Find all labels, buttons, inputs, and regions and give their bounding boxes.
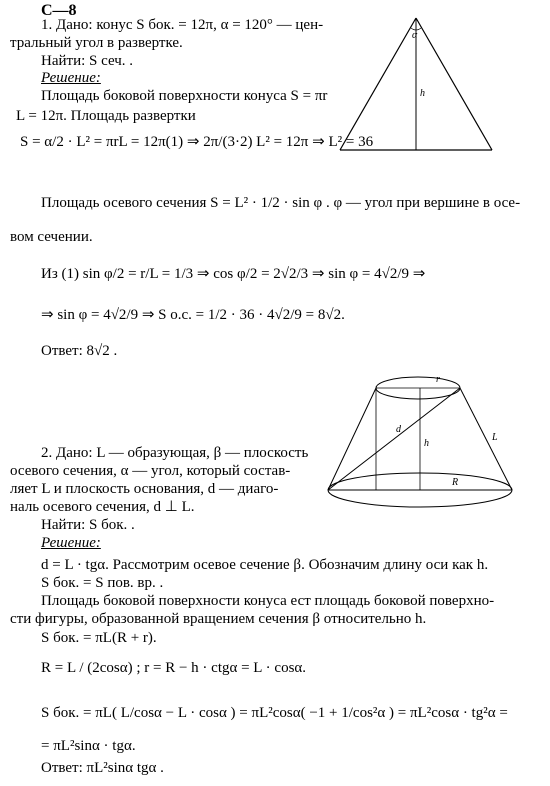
diagonal-d [328, 388, 460, 490]
p2-given1: 2. Дано: L — образующая, β — плоскость [41, 445, 309, 461]
r-label: r [436, 374, 440, 385]
p2-f3: S бок. = πL( L/cosα − L · cosα ) = πL²cosα( −1 + 1/cos²α ) = πL²cosα · tg²α = [41, 705, 508, 721]
p2-solution-label: Решение: [41, 535, 101, 551]
p2-given3: ляет L и плоскость основания, d — диаго- [10, 481, 279, 497]
p1-s2: L = 12π. Площадь развертки [16, 108, 196, 124]
L-label: L [492, 432, 498, 443]
p2-f4: = πL²sinα · tgα. [41, 738, 136, 754]
p1-f2: Из (1) sin φ/2 = r/L = 1/3 ⇒ cos φ/2 = 2√2/3 ⇒ sin φ = 4√2/9 ⇒ [41, 266, 426, 282]
p2-f1: S бок. = πL(R + r). [41, 630, 157, 646]
p1-s3: Площадь осевого сечения S = L² · 1/2 · sin φ . φ — угол при вершине в осе- [41, 195, 521, 211]
section-header: С—8 [41, 2, 77, 19]
h2-label: h [424, 438, 429, 449]
right-generatrix [460, 388, 512, 490]
p2-s4: сти фигуры, образованной вращением сечения β относительно h. [10, 611, 427, 627]
p2-s1: d = L · tgα. Рассмотрим осевое сечение β. Обозначим длину оси как h. [41, 557, 489, 573]
h-label: h [420, 88, 425, 99]
p1-solution-label: Решение: [41, 70, 101, 86]
p1-s4: вом сечении. [10, 229, 93, 245]
p1-answer: Ответ: 8√2 . [41, 343, 118, 359]
truncated-cone-figure [322, 366, 528, 518]
p2-s3: Площадь боковой поверхности конуса ест площадь боковой поверхно- [41, 593, 495, 609]
p2-answer: Ответ: πL²sinα tgα . [41, 760, 164, 776]
p1-f3: ⇒ sin φ = 4√2/9 ⇒ S о.с. = 1/2 · 36 · 4√2/9 = 8√2. [41, 307, 345, 323]
R-label: R [452, 477, 459, 488]
p2-f2: R = L / (2cosα) ; r = R − h · ctgα = L · cosα. [41, 660, 307, 676]
p2-given2: осевого сечения, α — угол, который состав- [10, 463, 291, 479]
p1-f1: S = α/2 · L² = πrL = 12π(1) ⇒ 2π/(3·2) L² = 12π ⇒ L² = 36 [20, 134, 374, 150]
alpha-label: α [412, 30, 418, 41]
p2-s2: S бок. = S пов. вр. . [41, 575, 164, 591]
d-label: d [396, 424, 401, 435]
p1-s1: Площадь боковой поверхности конуса S = πr [41, 88, 328, 104]
p1-given: 1. Дано: конус S бок. = 12π, α = 120° — цен- [41, 17, 324, 33]
p2-find: Найти: S бок. . [41, 517, 135, 533]
p1-given2: тральный угол в развертке. [10, 35, 183, 51]
cone-side-left [340, 18, 416, 150]
p2-given4: наль осевого сечения, d ⊥ L. [10, 499, 195, 515]
p1-find: Найти: S сеч. . [41, 53, 134, 69]
left-generatrix [328, 388, 376, 490]
cone-side-right [416, 18, 492, 150]
